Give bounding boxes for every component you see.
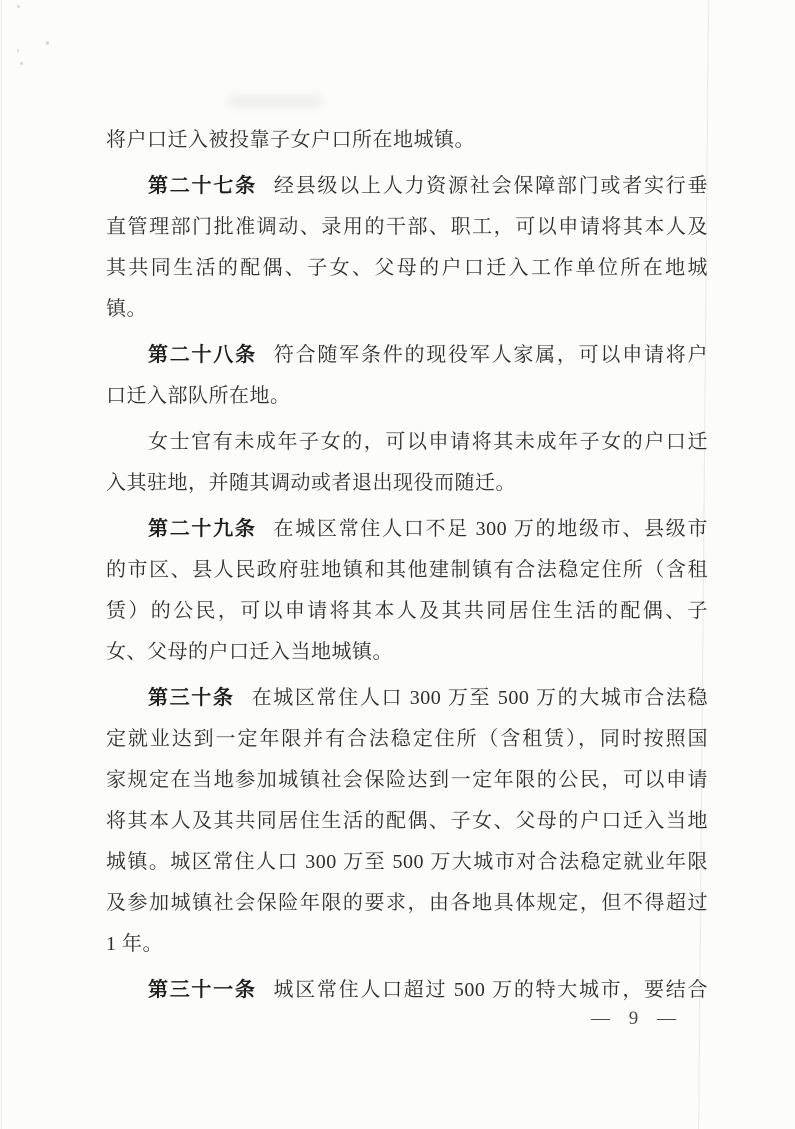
text-line: [106, 376, 708, 417]
text-line: [106, 883, 708, 924]
page-footer: [584, 1005, 684, 1033]
line-text: 镇。: [106, 298, 147, 320]
text-line: [106, 591, 708, 632]
line-text: 在城区常住人口不足 300 万的地级市、县级市: [273, 518, 708, 540]
page-number: — 9 —: [591, 1008, 677, 1029]
line-text: 符合随军条件的现役军人家属，可以申请将户: [273, 344, 708, 366]
article-heading: 第二十九条: [148, 518, 257, 540]
line-text: 女士官有未成年子女的，可以申请将其未成年子女的户口迁: [148, 431, 708, 453]
line-text: 直管理部门批准调动、录用的干部、职工，可以申请将其本人及: [106, 216, 708, 238]
text-line: [106, 632, 708, 673]
line-text: 家规定在当地参加城镇社会保险达到一定年限的公民，可以申请: [106, 769, 708, 791]
article-heading: 第二十八条: [148, 344, 257, 366]
text-line: [106, 509, 708, 550]
line-text: 城区常住人口超过 500 万的特大城市，要结合: [273, 979, 708, 1001]
text-line: [106, 842, 708, 883]
article-heading: 第二十七条: [148, 175, 257, 197]
document-body: [106, 120, 708, 1011]
text-line: [106, 463, 708, 504]
scan-speck: [46, 41, 49, 45]
line-text: 1 年。: [106, 933, 163, 955]
text-line: [106, 422, 708, 463]
line-text: 城镇。城区常住人口 300 万至 500 万大城市对合法稳定就业年限: [106, 851, 708, 873]
line-text: 在城区常住人口 300 万至 500 万的大城市合法稳: [251, 687, 708, 709]
text-line: [106, 678, 708, 719]
scan-smudge: [228, 95, 323, 108]
line-text: 入其驻地，并随其调动或者退出现役而随迁。: [106, 472, 516, 494]
text-line: [106, 166, 708, 207]
text-line: [106, 924, 708, 965]
article-heading: 第三十一条: [148, 979, 257, 1001]
text-line: [106, 719, 708, 760]
text-line: [106, 289, 708, 330]
scan-speck: [17, 5, 20, 8]
line-text: 其共同生活的配偶、子女、父母的户口迁入工作单位所在地城: [106, 257, 708, 279]
text-line: [106, 550, 708, 591]
line-text: 口迁入部队所在地。: [106, 385, 291, 407]
text-line: [106, 248, 708, 289]
scan-left-edge-line: [1, 0, 2, 1129]
line-text: 的市区、县人民政府驻地镇和其他建制镇有合法稳定住所（含租: [106, 559, 708, 581]
scan-speck: [20, 62, 23, 65]
text-line: [106, 335, 708, 376]
text-line: [106, 801, 708, 842]
line-text: 女、父母的户口迁入当地城镇。: [106, 641, 393, 663]
line-text: 赁）的公民，可以申请将其本人及其共同居住生活的配偶、子: [106, 600, 708, 622]
text-line: [106, 120, 708, 161]
text-line: [106, 760, 708, 801]
article-heading: 第三十条: [148, 687, 235, 709]
scan-speck: [17, 49, 19, 52]
line-text: 将其本人及其共同居住生活的配偶、子女、父母的户口迁入当地: [106, 810, 708, 832]
line-text: 定就业达到一定年限并有合法稳定住所（含租赁），同时按照国: [106, 728, 708, 750]
text-line: [106, 207, 708, 248]
line-text: 经县级以上人力资源社会保障部门或者实行垂: [273, 175, 708, 197]
line-text: 及参加城镇社会保险年限的要求，由各地具体规定，但不得超过: [106, 892, 708, 914]
line-text: 将户口迁入被投靠子女户口所在地城镇。: [106, 129, 475, 151]
